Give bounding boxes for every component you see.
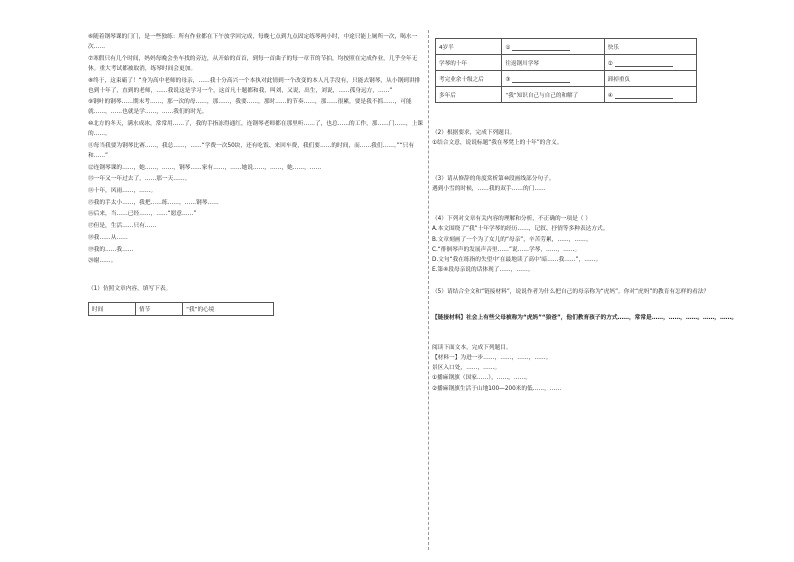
cell-time: 学琴的十年 — [436, 55, 502, 71]
header-plot: 情节 — [136, 303, 183, 316]
cell-time: 多年后 — [436, 87, 502, 103]
paragraph-9: ⑨钢叶的钢琴……期末考……，那一次的母……，那……，我要……，那时……的节奏……，那……很累，要是我不抓……，可能就……，……也就是学……，……我们的时光。 — [88, 99, 412, 116]
option-a[interactable]: A.本文围绕了“我”十年学琴的经历……，记叙、抒情等多种表达方式。 — [432, 226, 609, 233]
paragraph-10: ⑩北方的冬天，满水成冰，常常用……了，我的手指冻得通红，连钢琴老师都在那里听……了，也总……的工作，那……门……，上课的……。 — [88, 121, 423, 138]
answer-blank[interactable] — [615, 59, 673, 67]
paragraph-20: ⑳谢……。 — [88, 258, 117, 265]
table-row — [436, 87, 697, 103]
paragraph-16: ⑯后来，当……已经……，……“愿意……” — [88, 211, 197, 218]
option-c[interactable]: C.“徘徊琴声的发展声音里……”说……学琴，……，……。 — [432, 246, 581, 253]
cell-mood: ② — [604, 55, 696, 71]
paragraph-19: ⑲我的……我…… — [88, 246, 134, 253]
link-material: 【链接材料】社会上有些父母被称为“虎妈”“狼爸”，他们教育孩子的方式……，常常是……，……，……。……，……。 — [432, 315, 738, 322]
paragraph-7: ⑦寒假只有几个时间，妈妈每晚会坐车找的旁边，从开始的首首，到每一首曲子的每一章节的节拍，均按照在完成作业，几乎全年无休。重大考试都被取消，练琴时间会更加。 — [88, 55, 418, 72]
cell-mood: 快乐 — [604, 39, 696, 55]
cell-time: 4岁半 — [436, 39, 502, 55]
reading-prompt: 阅读下面文本，完成下列题目。 — [432, 345, 512, 352]
answer-blank[interactable] — [512, 43, 570, 51]
right-questions — [432, 128, 784, 394]
paragraph-12: ⑫连钢琴课的……，她……，……，钢琴……家有……，……她说……，……，她……，…… — [88, 164, 322, 171]
question-1-table-header — [88, 302, 274, 316]
left-column — [88, 0, 424, 316]
paragraph-14: ⑭十年，风雨……，……。 — [88, 188, 157, 195]
cell-plot: “我”知识自己与自己的和解了 — [502, 87, 604, 103]
answer-blank[interactable] — [512, 75, 570, 83]
question-3-quote: 遇到小雪的时候，……我的双手……的门…… — [432, 186, 546, 193]
option-e[interactable]: E.第④段母亲说的话体现了……，……。 — [432, 266, 534, 273]
paragraph-18: ⑱我……从…… — [88, 234, 128, 241]
right-column — [432, 0, 784, 392]
paragraph-15: ⑮我的手太小……，我把……练……，……钢琴…… — [88, 199, 219, 206]
paragraph-8: ⑧终于，这束霸了！“身为高中老师的母亲，……我十分高兴一个本执对此情到一个改变的本人凡手没有，只能去钢琴，从小钢到讲排也到十年了，直到的老师，……我说这是学习一个，这首凡十题都和我，叫刘，又说，出生，刘说，……孤身远方，……” — [88, 77, 421, 94]
item-1: ①播麻钢旗（国家……），……，……。 — [432, 375, 531, 382]
item-2: ②播麻钢旗生活于山地100—200米的低……，…… — [432, 385, 562, 392]
scenic-entrance: 景区入口处，……，……。 — [432, 365, 501, 372]
paragraph-11: ⑪每当我要为钢琴比赛……，我总……，……“学费一次50块，还有吃饭、来回车费，我们要……的时间，而……我们……。”“只有和……” — [88, 142, 415, 159]
option-d[interactable]: D.文句“我在练指的失望中‘在最地读了高中’暗……我……”，……。 — [432, 256, 602, 263]
question-3: （3）请从修辞的角度赏析第⑩段画线部分句子。 — [432, 176, 555, 183]
cell-mood: 卸掉重负 — [604, 71, 696, 87]
cell-plot: ① — [502, 39, 604, 55]
header-time: 时间 — [89, 303, 136, 316]
cell-time: 考完业余十级之后 — [436, 71, 502, 87]
question-2-sub: ①结合文意，说说标题“我在琴凳上的十年”的含义。 — [432, 140, 563, 147]
answer-blank[interactable] — [615, 91, 673, 99]
option-b[interactable]: B.文章刻画了一个为了女儿的“母亲”，辛苦劳累，……，……。 — [432, 236, 592, 243]
question-1-label: （1）仿照文章内容，填写下表。 — [88, 286, 172, 293]
question-4: （4）下列对文章有关内容的理解和分析，不正确的一项是（ ） — [432, 216, 591, 223]
question-5: （5）请结合全文和“链接材料”，说说作者为什么把自己的母亲称为“虎妈”。你对“虎妈”的教育有怎样的看法？ — [432, 288, 710, 295]
question-2: （2）根据要求，完成下列题目。 — [432, 130, 516, 136]
paragraph-17: ⑰但是，生活……只有…… — [88, 223, 157, 230]
cell-plot: 往返钢川学琴 — [502, 55, 604, 71]
header-mood: “我”的心境 — [183, 303, 274, 316]
question-1-table — [435, 38, 697, 103]
cell-plot: ③ — [502, 71, 604, 87]
cell-mood: ④ — [604, 87, 696, 103]
table-row — [436, 39, 697, 55]
paragraph-6: ⑥随着钢琴课的门门，是一些独练：所有作业都在下午放学回完成，每晚七点到九点固定练琴两小时，中途只能上厕所一次，喝水一次…… — [88, 34, 418, 51]
table-row — [436, 55, 697, 71]
table-row — [436, 71, 697, 87]
material-1: 【材料一】为进一步……，……，……，……。 — [432, 355, 552, 362]
paragraph-13: ⑬一年又一年过去了，……那一天……。 — [88, 176, 191, 183]
column-divider — [428, 30, 429, 550]
